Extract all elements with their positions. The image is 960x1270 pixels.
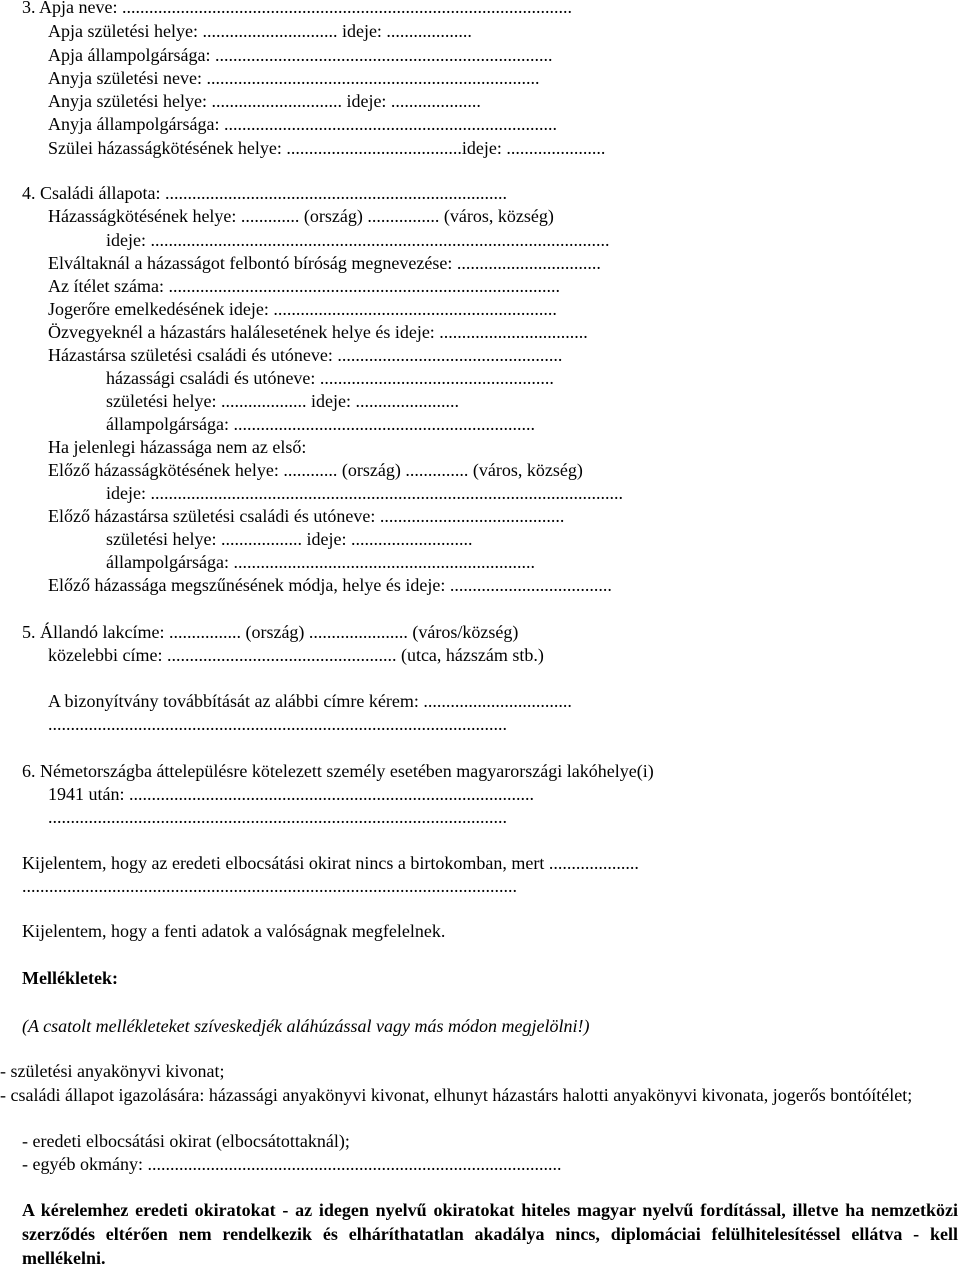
mother-birthname-line: Anyja születési neve: .......................................................................... xyxy=(48,68,540,88)
parents-marriage-line: Szülei házasságkötésének helye: .......................................ideje: ...................... xyxy=(48,138,606,158)
final-notice-text: A kérelemhez eredeti okiratokat - az idegen nyelvű okiratokat hiteles magyar nyelvű fordítással, illetve ha nemzetközi szerződés eltérően nem rendelkezik és elháríthatatlan akadálya nincs, diplomáciai felülhitelesítéssel ellátva - kell mellékelni. xyxy=(22,1200,958,1268)
verdict-number-line: Az ítélet száma: ....................................................................................... xyxy=(48,276,560,296)
forward-address-line: A bizonyítvány továbbítását az alábbi címre kérem: ................................. xyxy=(48,691,572,711)
attachment-other-document: - egyéb okmány: ............................................................................................ xyxy=(22,1154,562,1174)
previous-spouse-citizenship-line: állampolgársága: ................................................................... xyxy=(106,552,535,572)
section-4-header: 4. Családi állapota: ............................................................................ xyxy=(22,183,507,203)
spouse-birthplace-line: születési helye: ................... ideje: ....................... xyxy=(106,391,459,411)
attachment-marital-status-text: - családi állapot igazolására: házassági anyakönyvi kivonat, elhunyt házastárs halotti anyakönyvi kivonata, jogerős bontóítélet; xyxy=(0,1085,913,1105)
marriage-date-line: ideje: ...................................................................................................... xyxy=(106,230,610,250)
spouse-birthname-line: Házastársa születési családi és utóneve: .................................................. xyxy=(48,345,563,365)
previous-marriage-place-line: Előző házasságkötésének helye: ............ (ország) .............. (város, község) xyxy=(48,460,583,480)
attachment-original-release: - eredeti elbocsátási okirat (elbocsátottaknál); xyxy=(22,1131,350,1151)
previous-spouse-name-line: Előző házastársa születési családi és utóneve: ......................................... xyxy=(48,506,565,526)
attachments-title: Mellékletek: xyxy=(22,968,118,988)
widow-death-line: Özvegyeknél a házastárs halálesetének helye és ideje: ................................. xyxy=(48,322,588,342)
declaration-truthful: Kijelentem, hogy a fenti adatok a valóságnak megfelelnek. xyxy=(22,921,446,941)
section-5-header: 5. Állandó lakcíme: ................ (ország) ...................... (város/község) xyxy=(22,622,519,642)
previous-marriage-date-line: ideje: ......................................................................................................... xyxy=(106,483,623,503)
father-citizenship-line: Apja állampolgársága: ........................................................................... xyxy=(48,45,553,65)
previous-marriage-end-line: Előző házassága megszűnésének módja, helye és ideje: .................................... xyxy=(48,575,612,595)
verdict-final-date-line: Jogerőre emelkedésének ideje: ............................................................... xyxy=(48,299,557,319)
attachment-marital-status xyxy=(0,1083,958,1107)
spouse-married-name-line: házassági családi és utóneve: .................................................... xyxy=(106,368,554,388)
residence-1941-continuation: ...................................................................................................... xyxy=(48,807,507,827)
nearer-address-line: közelebbi címe: ................................................... (utca, házszám stb.) xyxy=(48,645,544,665)
previous-spouse-birthplace-line: születési helye: .................. ideje: ........................... xyxy=(106,529,473,549)
father-birthplace-line: Apja születési helye: .............................. ideje: ................... xyxy=(48,21,472,41)
section-6-header: 6. Németországba áttelepülésre kötelezett személy esetében magyarországi lakóhelye(i) xyxy=(22,761,654,781)
previous-marriage-heading: Ha jelenlegi házassága nem az első: xyxy=(48,437,307,457)
divorce-court-line: Elváltaknál a házasságot felbontó bíróság megnevezése: ................................ xyxy=(48,253,601,273)
marriage-place-line: Házasságkötésének helye: ............. (ország) ................ (város, község) xyxy=(48,206,554,226)
mother-birthplace-line: Anyja születési helye: ............................. ideje: .................... xyxy=(48,91,481,111)
spouse-citizenship-line: állampolgársága: ................................................................... xyxy=(106,414,535,434)
declaration-original-missing-continuation: .............................................................................................................. xyxy=(22,876,517,896)
final-notice xyxy=(22,1198,958,1270)
attachment-birth-certificate: - születési anyakönyvi kivonat; xyxy=(0,1061,225,1081)
residence-1941-line: 1941 után: .......................................................................................... xyxy=(48,784,534,804)
mother-citizenship-line: Anyja állampolgársága: .......................................................................... xyxy=(48,114,557,134)
section-3-header: 3. Apja neve: .................................................................................................... xyxy=(22,0,572,17)
attachments-note: (A csatolt mellékleteket szíveskedjék aláhúzással vagy más módon megjelölni!) xyxy=(22,1016,590,1036)
declaration-original-missing: Kijelentem, hogy az eredeti elbocsátási okirat nincs a birtokomban, mert .................... xyxy=(22,853,639,873)
forward-address-continuation: ...................................................................................................... xyxy=(48,714,507,734)
